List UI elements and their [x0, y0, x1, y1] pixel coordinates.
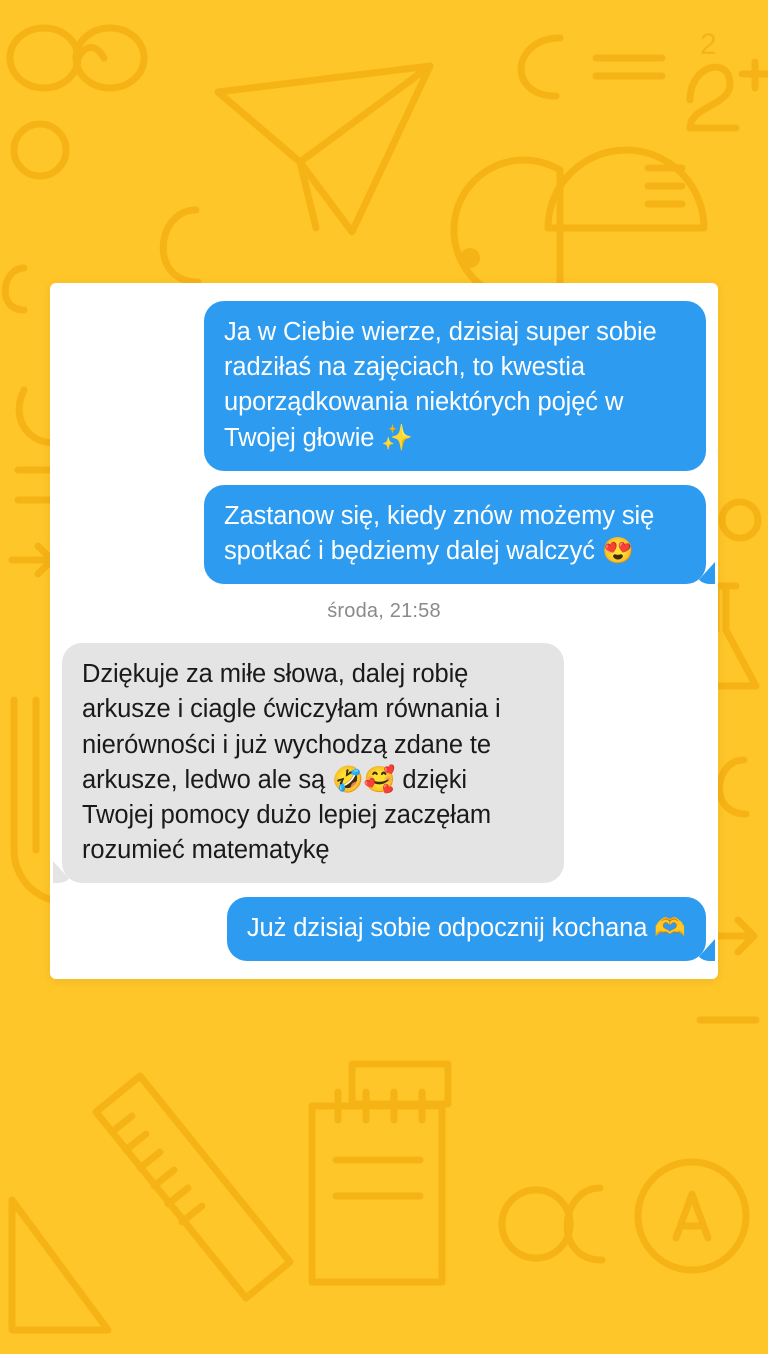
chat-bubble-outgoing[interactable]: Zastanow się, kiedy znów możemy się spotkać i będziemy dalej walczyć 😍 — [204, 485, 706, 584]
message-timestamp: środa, 21:58 — [327, 600, 441, 623]
svg-text:2: 2 — [700, 28, 717, 61]
message-row — [50, 897, 718, 961]
message-row — [50, 643, 718, 883]
chat-bubble-incoming[interactable]: Dziękuje za miłe słowa, dalej robię arkusze i ciagle ćwiczyłam równania i nierówności i już wychodzą zdane te arkusze, ledwo ale są 🤣🥰 dzięki Twojej pomocy dużo lepiej zaczęłam rozumieć matematykę — [62, 643, 564, 883]
chat-bubble-outgoing[interactable]: Już dzisiaj sobie odpocznij kochana 🫶 — [227, 897, 706, 961]
chat-screenshot-card — [50, 283, 718, 979]
chat-bubble-outgoing[interactable]: Ja w Ciebie wierze, dzisiaj super sobie radziłaś na zajęciach, to kwestia uporządkowania niektórych pojęć w Twojej głowie ✨ — [204, 301, 706, 471]
message-row — [50, 301, 718, 471]
message-row — [50, 485, 718, 584]
